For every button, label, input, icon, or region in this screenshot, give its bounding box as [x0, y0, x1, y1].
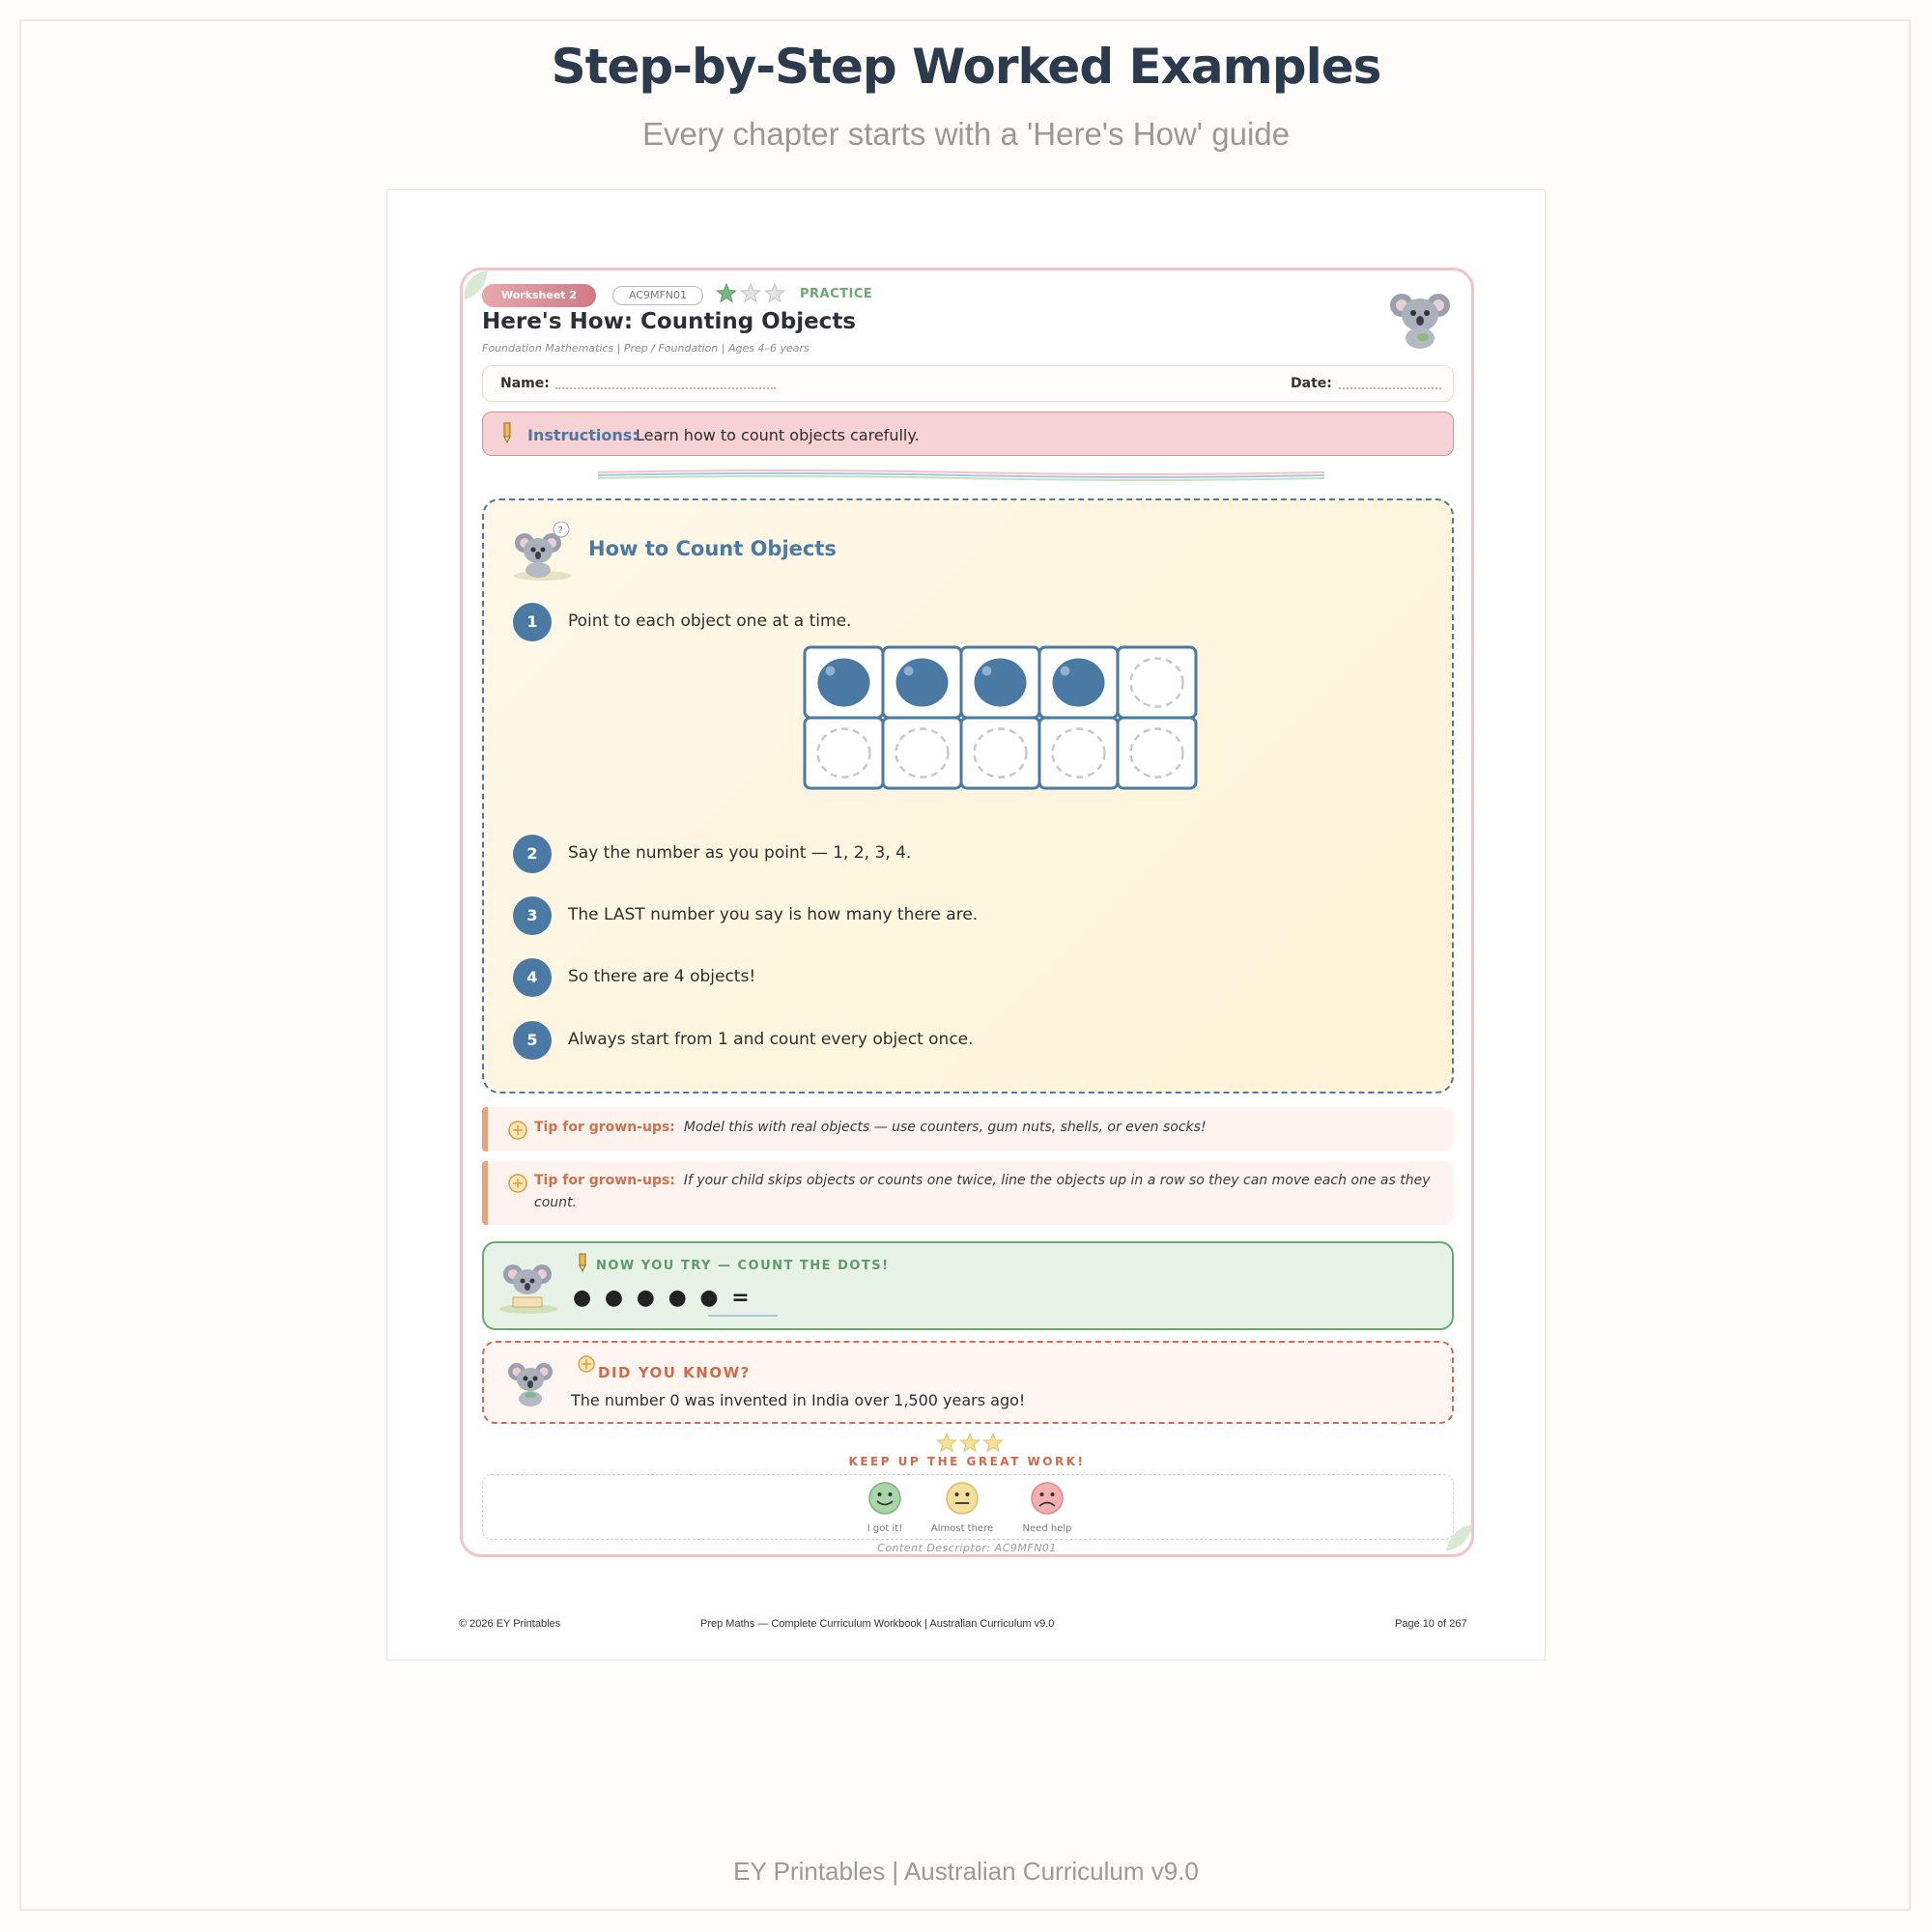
self-assessment-row [482, 1474, 1454, 1540]
step-text: Point to each object one at a time. [568, 611, 852, 631]
ten-frame [803, 645, 1201, 790]
ten-frame-cell-filled [883, 647, 961, 718]
star-empty-icon [741, 284, 759, 301]
ten-frame-cell-filled [805, 647, 883, 718]
encouragement-text: KEEP UP THE GREAT WORK! [848, 1455, 1086, 1468]
pencil-icon [500, 422, 514, 443]
how-to-box [482, 498, 1454, 1094]
star-filled-icon [717, 284, 735, 301]
instructions-text: Learn how to count objects carefully. [636, 426, 920, 444]
tip-text: If your child skips objects or counts one twice, line the objects up in a row so they can move each one as they count. [534, 1173, 1431, 1210]
step-text: Say the number as you point — 1, 2, 3, 4. [568, 843, 912, 863]
koala-mascot-icon [505, 1360, 555, 1406]
ten-frame-cell-empty [1118, 718, 1196, 788]
dots-equation: ● ● ● ● ● = [573, 1286, 753, 1310]
tip-label: Tip for grown-ups: [534, 1173, 675, 1188]
feedback-happy[interactable] [846, 1481, 923, 1534]
counter-dot [1053, 659, 1105, 707]
reading-koala-icon [497, 1261, 559, 1315]
date-field[interactable] [1339, 387, 1441, 389]
instructions-banner [482, 412, 1454, 456]
counter-dot [818, 659, 870, 707]
feedback-neutral[interactable] [923, 1481, 1001, 1534]
grown-up-tip [482, 1161, 1454, 1225]
answer-field[interactable] [708, 1315, 778, 1317]
worksheet-title: Here's How: Counting Objects [482, 309, 857, 334]
hero-title: Step-by-Step Worked Examples [551, 39, 1381, 95]
step-number-badge: 5 [513, 1021, 552, 1060]
difficulty-stars [716, 282, 793, 311]
worksheet-badge: Worksheet 2 [482, 284, 596, 307]
neutral-face-icon [945, 1481, 980, 1516]
ten-frame-cell-empty [883, 718, 961, 788]
tip-label: Tip for grown-ups: [534, 1120, 675, 1135]
ten-frame-cell-empty [961, 718, 1039, 788]
lightbulb-icon [577, 1354, 596, 1374]
lightbulb-icon [507, 1120, 528, 1141]
brand-footer: EY Printables | Australian Curriculum v9.0 [733, 1857, 1199, 1886]
date-label: Date: [1291, 376, 1332, 391]
ten-frame-cell-filled [961, 647, 1039, 718]
workbook-page [386, 189, 1546, 1661]
star-empty-icon [765, 284, 783, 301]
content-descriptor: Content Descriptor: AC9MFN01 [877, 1542, 1057, 1554]
counter-dot [896, 659, 949, 707]
happy-face-icon [867, 1481, 902, 1516]
name-label: Name: [500, 376, 550, 391]
step-text: So there are 4 objects! [568, 967, 756, 986]
name-date-bar [482, 365, 1454, 402]
ten-frame-cell-empty [805, 718, 883, 788]
pencil-icon [577, 1253, 588, 1272]
hero-subtitle: Every chapter starts with a 'Here's How' guide [641, 116, 1290, 152]
step-number-badge: 1 [513, 603, 552, 641]
worksheet [460, 268, 1474, 1557]
svg-text:?: ? [557, 526, 563, 536]
step-text: Always start from 1 and count every object once. [568, 1030, 974, 1049]
step-text: The LAST number you say is how many there are. [568, 905, 979, 924]
grown-up-tip [482, 1107, 1454, 1151]
step-number-badge: 4 [513, 958, 552, 997]
thinking-koala-icon [511, 522, 575, 582]
footer-book-title: Prep Maths — Complete Curriculum Workbook | Australian Curriculum v9.0 [700, 1618, 1055, 1630]
lightbulb-icon [507, 1173, 528, 1194]
feedback-label: Almost there [930, 1523, 994, 1534]
koala-mascot-icon [1388, 290, 1452, 350]
encouragement-stars-icon [936, 1433, 1004, 1454]
level-label: PRACTICE [800, 287, 873, 301]
now-you-try-box [482, 1241, 1454, 1330]
did-you-know-box [482, 1341, 1454, 1424]
did-you-know-label: DID YOU KNOW? [598, 1364, 751, 1381]
step-number-badge: 2 [513, 835, 552, 873]
counter-dot [975, 659, 1027, 707]
how-to-title: How to Count Objects [588, 537, 837, 560]
ten-frame-cell-empty [1039, 718, 1118, 788]
feedback-label: Need help [1022, 1523, 1072, 1534]
footer-page-number: Page 10 of 267 [1395, 1618, 1467, 1630]
worksheet-meta: Foundation Mathematics | Prep / Foundation | Ages 4–6 years [482, 342, 810, 355]
ten-frame-cell-filled [1039, 647, 1118, 718]
now-you-try-label: NOW YOU TRY — COUNT THE DOTS! [596, 1259, 890, 1273]
name-field[interactable] [555, 387, 776, 389]
feedback-label: I got it! [867, 1523, 903, 1534]
feedback-sad[interactable] [1009, 1481, 1086, 1534]
wavy-divider [598, 468, 1324, 483]
ten-frame-cell-empty [1118, 647, 1196, 718]
step-number-badge: 3 [513, 896, 552, 935]
did-you-know-text: The number 0 was invented in India over 1,500 years ago! [571, 1391, 1026, 1409]
sad-face-icon [1030, 1481, 1065, 1516]
curriculum-code-badge: AC9MFN01 [612, 286, 703, 305]
footer-copyright: © 2026 EY Printables [459, 1618, 561, 1630]
instructions-label: Instructions: [527, 426, 639, 444]
tip-text: Model this with real objects — use counters, gum nuts, shells, or even socks! [683, 1120, 1207, 1135]
